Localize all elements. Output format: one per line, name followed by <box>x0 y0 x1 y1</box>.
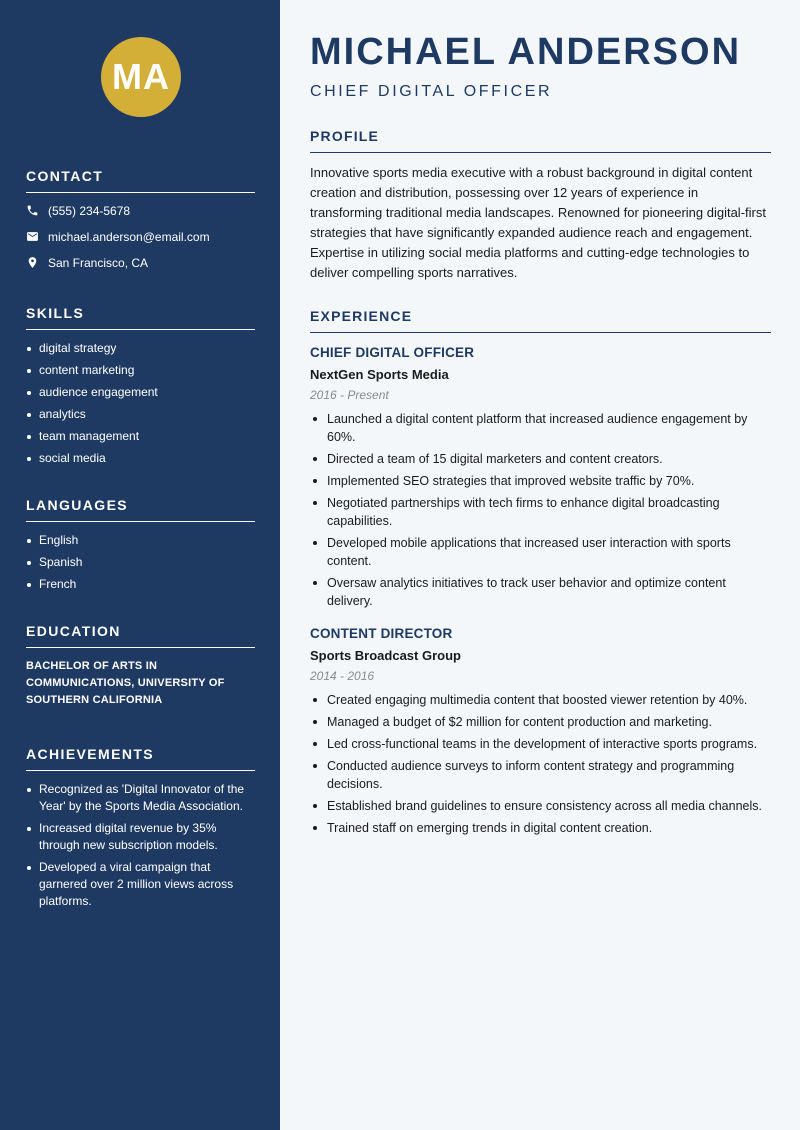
email-icon <box>26 230 40 244</box>
skills-section <box>26 305 255 472</box>
job-title: CONTENT DIRECTOR <box>310 626 453 641</box>
candidate-role: CHIEF DIGITAL OFFICER <box>310 83 553 100</box>
contact-section <box>26 168 255 276</box>
candidate-name: MICHAEL ANDERSON <box>310 31 742 73</box>
profile-heading: PROFILE <box>310 128 771 153</box>
sidebar <box>0 0 280 1130</box>
languages-heading: LANGUAGES <box>26 497 255 522</box>
job-bullet: Managed a budget of $2 million for content production and marketing. <box>310 713 771 731</box>
education-degree: BACHELOR OF ARTS IN COMMUNICATIONS, UNIVERSITY OF SOUTHERN CALIFORNIA <box>26 660 225 706</box>
job-bullet: Created engaging multimedia content that boosted viewer retention by 40%. <box>310 691 771 709</box>
achievement-item: Increased digital revenue by 35% through new subscription models. <box>26 820 255 854</box>
skill-item: content marketing <box>26 362 255 379</box>
job-bullet: Oversaw analytics initiatives to track user behavior and optimize content delivery. <box>310 574 771 610</box>
experience-section <box>310 308 771 841</box>
language-item: English <box>26 532 255 549</box>
job-title: CHIEF DIGITAL OFFICER <box>310 345 475 360</box>
contact-email <box>26 224 255 250</box>
contact-heading: CONTACT <box>26 168 255 193</box>
job-company: NextGen Sports Media <box>310 367 449 382</box>
email-text: michael.anderson@email.com <box>48 230 210 244</box>
job-bullet: Conducted audience surveys to inform content strategy and programming decisions. <box>310 757 771 793</box>
skill-item: digital strategy <box>26 340 255 357</box>
phone-text: (555) 234-5678 <box>48 204 131 218</box>
job-dates: 2016 - Present <box>310 388 389 402</box>
profile-text: Innovative sports media executive with a robust background in digital content creation and distribution, possessing over 12 years of experience in transforming traditional media landscapes. Renowned for pioneering digital-first strategies that have significantly expanded audience reach and engagement. Expertise in utilizing social media platforms and cutting-edge technologies to deliver compelling sports narratives. <box>310 165 766 280</box>
job-bullet: Launched a digital content platform that increased audience engagement by 60%. <box>310 410 771 446</box>
skills-heading: SKILLS <box>26 305 255 330</box>
languages-section <box>26 497 255 598</box>
job-bullet: Directed a team of 15 digital marketers and content creators. <box>310 450 771 468</box>
achievement-item: Recognized as 'Digital Innovator of the Year' by the Sports Media Association. <box>26 781 255 815</box>
job-bullet: Developed mobile applications that increased user interaction with sports content. <box>310 534 771 570</box>
job-dates: 2014 - 2016 <box>310 669 375 683</box>
skill-item: social media <box>26 450 255 467</box>
job-bullet: Established brand guidelines to ensure consistency across all media channels. <box>310 797 771 815</box>
job-bullet: Led cross-functional teams in the development of interactive sports programs. <box>310 735 771 753</box>
experience-heading: EXPERIENCE <box>310 308 771 333</box>
language-item: French <box>26 576 255 593</box>
achievements-section <box>26 746 255 915</box>
job-entry <box>310 345 771 610</box>
language-item: Spanish <box>26 554 255 571</box>
skill-item: audience engagement <box>26 384 255 401</box>
job-entry <box>310 626 771 837</box>
location-text: San Francisco, CA <box>48 256 149 270</box>
location-pin-icon <box>26 256 40 270</box>
profile-section <box>310 128 771 283</box>
contact-phone <box>26 198 255 224</box>
skill-item: team management <box>26 428 255 445</box>
contact-location <box>26 250 255 276</box>
job-bullet: Implemented SEO strategies that improved website traffic by 70%. <box>310 472 771 490</box>
achievement-item: Developed a viral campaign that garnered over 2 million views across platforms. <box>26 859 255 910</box>
skill-item: analytics <box>26 406 255 423</box>
phone-icon <box>26 204 40 218</box>
achievements-heading: ACHIEVEMENTS <box>26 746 255 771</box>
job-company: Sports Broadcast Group <box>310 648 461 663</box>
education-section <box>26 623 255 709</box>
job-bullet: Negotiated partnerships with tech firms to enhance digital broadcasting capabilities. <box>310 494 771 530</box>
job-bullet: Trained staff on emerging trends in digital content creation. <box>310 819 771 837</box>
monogram-avatar: MA <box>101 37 181 117</box>
education-heading: EDUCATION <box>26 623 255 648</box>
